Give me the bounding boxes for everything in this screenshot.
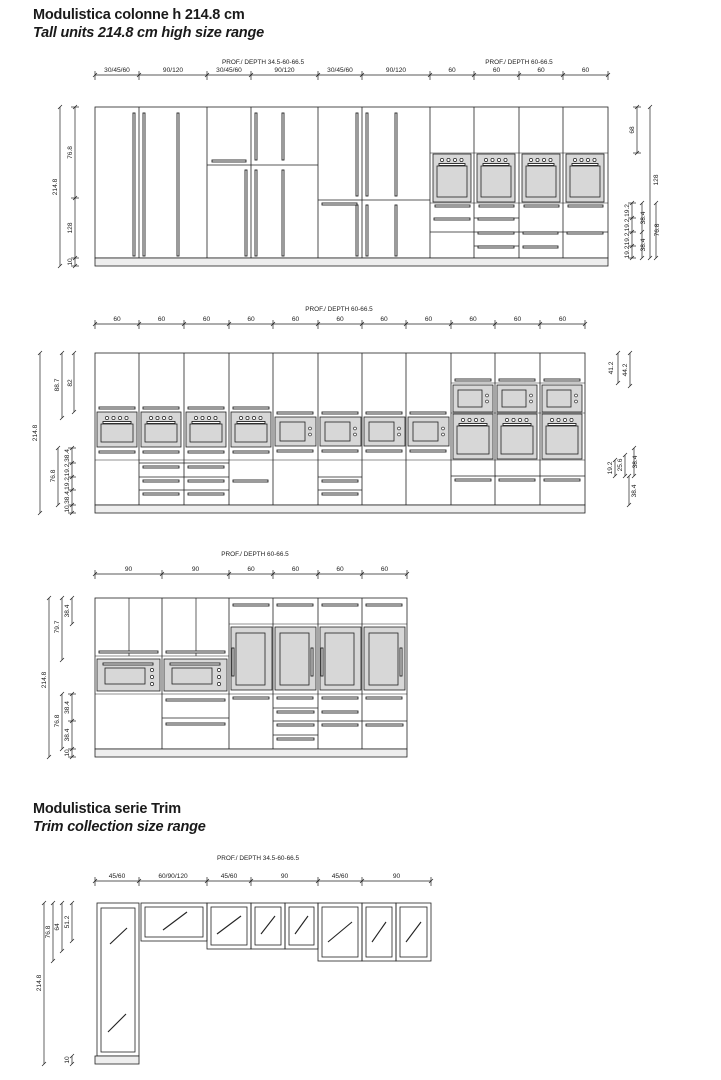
handle — [188, 480, 224, 482]
section-subtitle-tall-units: Tall units 214.8 cm high size range — [33, 25, 264, 41]
width-label: 60 — [336, 566, 344, 573]
glass-door — [101, 908, 135, 1052]
handle — [478, 218, 514, 220]
handle — [479, 205, 514, 207]
oven-knob — [580, 158, 583, 161]
width-label: 90 — [392, 873, 401, 880]
total-height-label: 214.8 — [52, 178, 59, 196]
oven-knob — [505, 418, 508, 421]
oven-knob — [217, 675, 220, 678]
glass-reflection — [406, 922, 421, 942]
handle — [356, 205, 358, 256]
width-label: 45/60 — [220, 873, 238, 880]
width-label: 45/60 — [331, 873, 349, 880]
handle — [524, 205, 559, 207]
handle — [277, 450, 313, 452]
oven-knob — [586, 158, 589, 161]
height-label: 88.7 — [54, 378, 61, 392]
oven-knob — [549, 158, 552, 161]
handle — [255, 170, 257, 256]
handle — [322, 604, 358, 606]
height-label: 19.2 — [607, 461, 614, 475]
width-label: 60 — [558, 316, 567, 323]
elevation-4 — [36, 855, 433, 1066]
handle — [366, 205, 368, 256]
glass-reflection — [328, 922, 352, 942]
microwave-window — [458, 390, 482, 407]
glass-door — [325, 633, 354, 685]
handle — [366, 604, 402, 606]
height-label: 10 — [64, 1056, 71, 1064]
handle — [544, 379, 580, 381]
handle — [499, 379, 535, 381]
handle — [103, 663, 153, 665]
oven-knob — [481, 418, 484, 421]
width-label: 60/90/120 — [158, 873, 188, 880]
depth-label: PROF./ DEPTH 34.5-60-66.5 — [221, 59, 305, 66]
total-height-label: 214.8 — [32, 424, 39, 442]
microwave-knob — [575, 394, 578, 397]
handle — [143, 451, 179, 453]
oven-window — [101, 424, 133, 442]
oven-window — [457, 426, 489, 454]
oven-knob — [497, 158, 500, 161]
microwave-knob — [530, 400, 533, 403]
oven-knob — [461, 418, 464, 421]
handle — [143, 113, 145, 256]
handle — [232, 648, 234, 676]
height-label: 10 — [64, 749, 71, 757]
width-label: 60 — [513, 316, 522, 323]
handle — [233, 604, 269, 606]
oven-knob — [512, 418, 515, 421]
plinth — [95, 258, 608, 266]
height-label: 76.8 — [654, 223, 661, 237]
handle — [322, 711, 358, 713]
microwave-window — [413, 422, 438, 441]
handle — [567, 232, 603, 234]
oven-window — [546, 426, 578, 454]
handle — [503, 424, 531, 426]
glass-door — [211, 907, 247, 945]
glass-reflection — [295, 916, 308, 934]
handle — [147, 422, 175, 424]
oven-knob — [460, 158, 463, 161]
oven-knob — [259, 416, 262, 419]
handle — [99, 407, 135, 409]
handle — [188, 493, 224, 495]
handle — [277, 697, 313, 699]
handle — [366, 697, 402, 699]
width-label: 90 — [280, 873, 289, 880]
microwave-knob — [530, 394, 533, 397]
handle — [143, 466, 179, 468]
oven-knob — [105, 416, 108, 419]
width-label: 60 — [448, 67, 456, 74]
microwave-knob — [309, 433, 312, 436]
handle — [322, 203, 357, 205]
glass-reflection — [110, 928, 127, 944]
microwave-knob — [442, 433, 445, 436]
oven-knob — [491, 158, 494, 161]
width-label: 60 — [291, 316, 300, 323]
total-height-label: 214.8 — [36, 974, 43, 992]
width-label: 60 — [492, 67, 501, 74]
oven-knob — [125, 416, 128, 419]
width-label: 60 — [380, 316, 388, 323]
handle — [572, 164, 598, 166]
handle — [103, 422, 131, 424]
microwave-window — [280, 422, 305, 441]
oven-knob — [156, 416, 159, 419]
handle — [528, 164, 554, 166]
height-label: 76.8 — [54, 714, 61, 728]
height-label: 38.4 — [632, 455, 639, 469]
handle — [282, 170, 284, 256]
depth-label: PROF./ DEPTH 34.5-60-66.5 — [216, 855, 300, 862]
handle — [277, 604, 313, 606]
oven-window — [437, 166, 467, 197]
handle — [233, 480, 268, 482]
wall-glass-unit — [207, 903, 251, 949]
height-label: 19.2 — [624, 218, 631, 232]
width-label: 30/45/60 — [216, 67, 242, 74]
height-label: 44.2 — [622, 363, 629, 377]
height-label: 38.4 — [631, 484, 638, 498]
oven-knob — [536, 158, 539, 161]
handle — [133, 113, 135, 256]
handle — [311, 648, 313, 676]
handle — [366, 412, 402, 414]
elevation-1 — [52, 59, 661, 268]
depth-label: PROF./ DEPTH 60-66.5 — [485, 59, 553, 66]
handle — [99, 451, 135, 453]
height-label: 41.2 — [608, 361, 615, 375]
oven-knob — [440, 158, 443, 161]
oven-knob — [570, 418, 573, 421]
oven-knob — [150, 675, 153, 678]
oven-knob — [194, 416, 197, 419]
oven-knob — [207, 416, 210, 419]
height-label: 38.4 — [64, 701, 71, 714]
width-label: 60 — [469, 316, 477, 323]
handle — [410, 450, 446, 452]
handle — [322, 450, 358, 452]
height-label: 19.2 — [64, 477, 71, 490]
oven-knob — [542, 158, 545, 161]
depth-label: PROF./ DEPTH 60-66.5 — [305, 306, 373, 313]
wall-glass-unit — [285, 903, 318, 949]
microwave-window — [502, 390, 526, 407]
width-label: 60 — [157, 316, 166, 323]
oven-knob — [150, 682, 153, 685]
microwave-knob — [442, 427, 445, 430]
width-label: 60 — [247, 316, 255, 323]
height-label: 10 — [67, 258, 74, 266]
oven-knob — [162, 416, 165, 419]
oven-knob — [252, 416, 255, 419]
section-title-trim: Modulistica serie Trim — [33, 801, 181, 817]
handle — [478, 246, 514, 248]
oven-window — [481, 166, 511, 197]
width-label: 90 — [191, 566, 200, 573]
handle — [237, 422, 265, 424]
glass-door — [280, 633, 309, 685]
microwave-window — [325, 422, 350, 441]
oven-knob — [149, 416, 152, 419]
microwave-window — [369, 422, 394, 441]
oven-knob — [573, 158, 576, 161]
height-label: 19.2 — [624, 245, 631, 259]
handle — [459, 424, 487, 426]
handle — [395, 113, 397, 196]
handle — [439, 164, 465, 166]
height-label: 128 — [67, 222, 74, 234]
handle — [322, 412, 358, 414]
glass-reflection — [163, 912, 187, 930]
handle — [166, 699, 225, 701]
width-label: 60 — [380, 566, 389, 573]
height-label: 19.2 — [64, 463, 71, 477]
plinth — [95, 749, 407, 757]
height-label: 64 — [54, 923, 61, 931]
handle — [192, 422, 220, 424]
handle — [233, 407, 269, 409]
oven-knob — [529, 158, 532, 161]
width-label: 45/60 — [108, 873, 126, 880]
oven-knob — [118, 416, 121, 419]
handle — [321, 648, 323, 676]
glass-door — [289, 907, 314, 945]
height-label: 76.8 — [67, 146, 74, 159]
handle — [277, 738, 314, 740]
oven-window — [105, 668, 145, 684]
width-label: 30/45/60 — [327, 67, 353, 74]
glass-door — [236, 633, 265, 685]
oven-knob — [246, 416, 249, 419]
height-label: 38.4 — [640, 238, 647, 252]
handle — [366, 113, 368, 196]
handle — [245, 170, 247, 256]
elevation-3 — [41, 551, 409, 759]
oven-knob — [217, 682, 220, 685]
handle — [99, 651, 158, 653]
height-label: 25.6 — [617, 458, 624, 472]
wall-glass-unit — [251, 903, 285, 949]
height-label: 19.2 — [624, 232, 631, 246]
width-label: 90 — [124, 566, 133, 573]
height-label: 38.4 — [640, 211, 647, 225]
handle — [478, 232, 514, 234]
width-label: 60 — [113, 316, 121, 323]
microwave-knob — [486, 394, 489, 397]
height-label: 10 — [64, 505, 71, 513]
oven-knob — [453, 158, 456, 161]
total-height-label: 214.8 — [41, 671, 48, 689]
microwave-knob — [309, 427, 312, 430]
height-label: 38.4 — [64, 491, 71, 504]
width-label: 60 — [581, 67, 590, 74]
glass-reflection — [261, 916, 275, 934]
handle — [435, 205, 470, 207]
handle — [255, 113, 257, 160]
height-label: 38.4 — [64, 604, 71, 618]
oven-knob — [217, 668, 220, 671]
height-label: 79.7 — [54, 620, 61, 634]
plinth — [95, 505, 585, 513]
handle — [455, 479, 491, 481]
oven-knob — [169, 416, 172, 419]
height-label: 76.8 — [45, 925, 52, 939]
glass-door — [369, 633, 398, 685]
handle — [455, 379, 491, 381]
handle — [277, 724, 314, 726]
height-label: 38.4 — [64, 728, 71, 742]
width-label: 60 — [247, 566, 255, 573]
microwave-window — [547, 390, 571, 407]
width-label: 60 — [202, 316, 211, 323]
width-label: 30/45/60 — [104, 67, 130, 74]
glass-door — [255, 907, 281, 945]
section-subtitle-trim: Trim collection size range — [33, 819, 206, 835]
oven-knob — [484, 158, 487, 161]
oven-window — [190, 424, 222, 442]
handle — [188, 407, 224, 409]
height-label: 68 — [629, 126, 636, 134]
handle — [499, 479, 535, 481]
oven-knob — [112, 416, 115, 419]
handle — [282, 113, 284, 160]
microwave-knob — [354, 427, 357, 430]
handle — [400, 648, 402, 676]
handle — [143, 480, 179, 482]
oven-knob — [474, 418, 477, 421]
width-label: 90/120 — [385, 67, 407, 74]
microwave-knob — [575, 400, 578, 403]
tall-glass-unit — [97, 903, 139, 1056]
depth-label: PROF./ DEPTH 60-66.5 — [221, 551, 289, 558]
oven-knob — [593, 158, 596, 161]
plinth — [95, 1056, 139, 1064]
oven-window — [235, 424, 267, 442]
height-label: 82 — [67, 379, 74, 387]
oven-knob — [214, 416, 217, 419]
handle — [212, 160, 246, 162]
oven-knob — [518, 418, 521, 421]
handle — [544, 479, 580, 481]
handle — [434, 218, 470, 220]
oven-knob — [563, 418, 566, 421]
handle — [233, 697, 269, 699]
oven-window — [172, 668, 212, 684]
handle — [322, 697, 358, 699]
handle — [170, 663, 220, 665]
height-label: 76.8 — [50, 469, 57, 483]
handle — [366, 450, 402, 452]
height-label: 51.2 — [64, 915, 71, 929]
height-label: 38.4 — [64, 449, 71, 462]
glass-reflection — [217, 916, 241, 934]
microwave-knob — [486, 400, 489, 403]
oven-knob — [550, 418, 553, 421]
handle — [188, 466, 224, 468]
handle — [277, 412, 313, 414]
width-label: 60 — [336, 316, 344, 323]
handle — [568, 205, 603, 207]
oven-window — [501, 426, 533, 454]
oven-knob — [150, 668, 153, 671]
elevation-2 — [32, 306, 639, 515]
handle — [410, 412, 446, 414]
handle — [548, 424, 576, 426]
height-label: 128 — [653, 174, 660, 186]
handle — [177, 113, 179, 256]
handle — [166, 651, 225, 653]
handle — [277, 711, 314, 713]
oven-window — [570, 166, 600, 197]
oven-knob — [504, 158, 507, 161]
handle — [166, 723, 225, 725]
handle — [523, 246, 558, 248]
height-label: 19.2 — [624, 204, 631, 217]
oven-knob — [447, 158, 450, 161]
oven-knob — [468, 418, 471, 421]
microwave-knob — [398, 427, 401, 430]
handle — [366, 724, 403, 726]
oven-window — [526, 166, 556, 197]
section-title-tall-units: Modulistica colonne h 214.8 cm — [33, 7, 245, 23]
oven-window — [145, 424, 177, 442]
oven-knob — [239, 416, 242, 419]
oven-knob — [201, 416, 204, 419]
glass-reflection — [108, 1014, 126, 1032]
oven-knob — [557, 418, 560, 421]
microwave-knob — [354, 433, 357, 436]
handle — [143, 407, 179, 409]
microwave-knob — [398, 433, 401, 436]
width-label: 90/120 — [274, 67, 295, 74]
width-label: 90/120 — [162, 67, 184, 74]
handle — [523, 232, 558, 234]
oven-knob — [525, 418, 528, 421]
handle — [188, 451, 224, 453]
handle — [322, 493, 358, 495]
handle — [322, 480, 358, 482]
handle — [322, 724, 358, 726]
width-label: 60 — [291, 566, 300, 573]
handle — [233, 451, 269, 453]
handle — [356, 113, 358, 196]
width-label: 60 — [537, 67, 545, 74]
handle — [395, 205, 397, 256]
handle — [483, 164, 509, 166]
glass-reflection — [372, 922, 386, 942]
handle — [143, 493, 179, 495]
width-label: 60 — [424, 316, 433, 323]
